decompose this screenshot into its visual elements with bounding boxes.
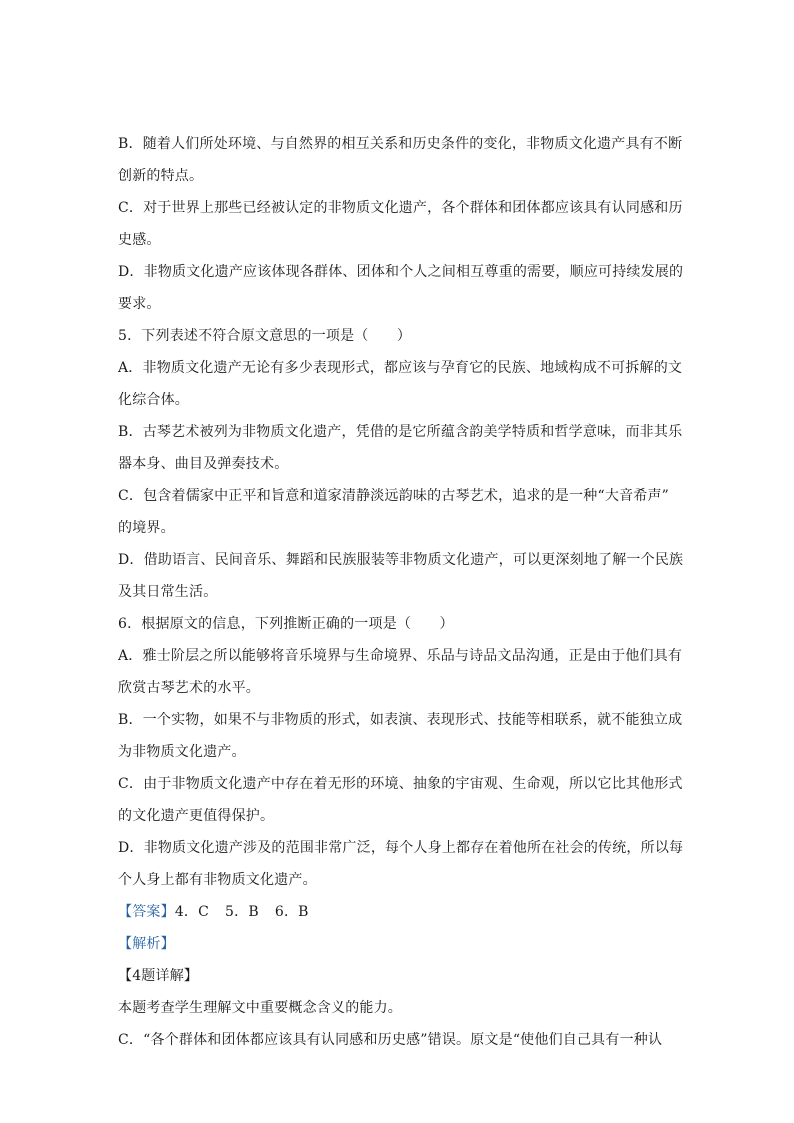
text-line: 及其日常生活。 [118,584,218,600]
answer-6: 6．B [274,904,309,920]
text-line: C．由于非物质文化遗产中存在着无形的环境、抽象的宇宙观、生命观，所以它比其他形式 [118,776,683,792]
detail-line: 本题考查学生理解文中重要概念含义的能力。 [118,1000,402,1016]
text-line: B．一个实物，如果不与非物质的形式，如表演、表现形式、技能等相联系，就不能独立成 [118,712,683,728]
text-line: 史感。 [118,232,161,248]
detail-heading: 【4题详解】 [118,968,199,984]
detail-line: C．“各个群体和团体都应该具有认同感和历史感”错误。原文是“使他们自己具有一种认 [118,1032,663,1048]
text-line: 化综合体。 [118,392,189,408]
text-line: A．雅士阶层之所以能够将音乐境界与生命境界、乐品与诗品文品沟通，正是由于他们具有 [118,648,683,664]
answer-4: 4．C [174,904,210,920]
text-line: 个人身上都有非物质文化遗产。 [118,872,317,888]
text-line: 器本身、曲目及弹奏技术。 [118,456,289,472]
text-line: 欣赏古琴艺术的水平。 [118,680,260,696]
analysis-tag: 【解析】 [118,936,175,952]
text-line: B．古琴艺术被列为非物质文化遗产，凭借的是它所蕴含韵美学特质和哲学意味，而非其乐 [118,424,683,440]
answer-line [118,896,678,928]
answer-5: 5．B [225,904,259,920]
document-page [118,128,684,1056]
text-line: B．随着人们所处环境、与自然界的相互关系和历史条件的变化，非物质文化遗产具有不断 [118,136,683,152]
text-line: 为非物质文化遗产。 [118,744,246,760]
text-line: C．包含着儒家中正平和旨意和道家清静淡远韵味的古琴艺术，追求的是一种“大音希声” [118,488,670,504]
text-line: 创新的特点。 [118,168,204,184]
text-line: 的境界。 [118,520,175,536]
text-line: 的文化遗产更值得保护。 [118,808,275,824]
answer-tag: 【答案】 [118,904,175,920]
text-line: A．非物质文化遗产无论有多少表现形式，都应该与孕育它的民族、地域构成不可拆解的文 [118,360,683,376]
analysis-line [118,928,678,960]
question-6-stem: 6．根据原文的信息，下列推断正确的一项是（ ） [118,616,454,632]
text-line: D．非物质文化遗产应该体现各群体、团体和个人之间相互尊重的需要，顺应可持续发展的 [118,264,684,280]
text-line: C．对于世界上那些已经被认定的非物质文化遗产，各个群体和团体都应该具有认同感和历 [118,200,683,216]
text-line: 要求。 [118,296,161,312]
text-line: D．借助语言、民间音乐、舞蹈和民族服装等非物质文化遗产，可以更深刻地了解一个民族 [118,552,684,568]
text-line: D．非物质文化遗产涉及的范围非常广泛，每个人身上都存在着他所在社会的传统，所以每 [118,840,684,856]
question-5-stem: 5．下列表述不符合原文意思的一项是（ ） [118,328,412,344]
